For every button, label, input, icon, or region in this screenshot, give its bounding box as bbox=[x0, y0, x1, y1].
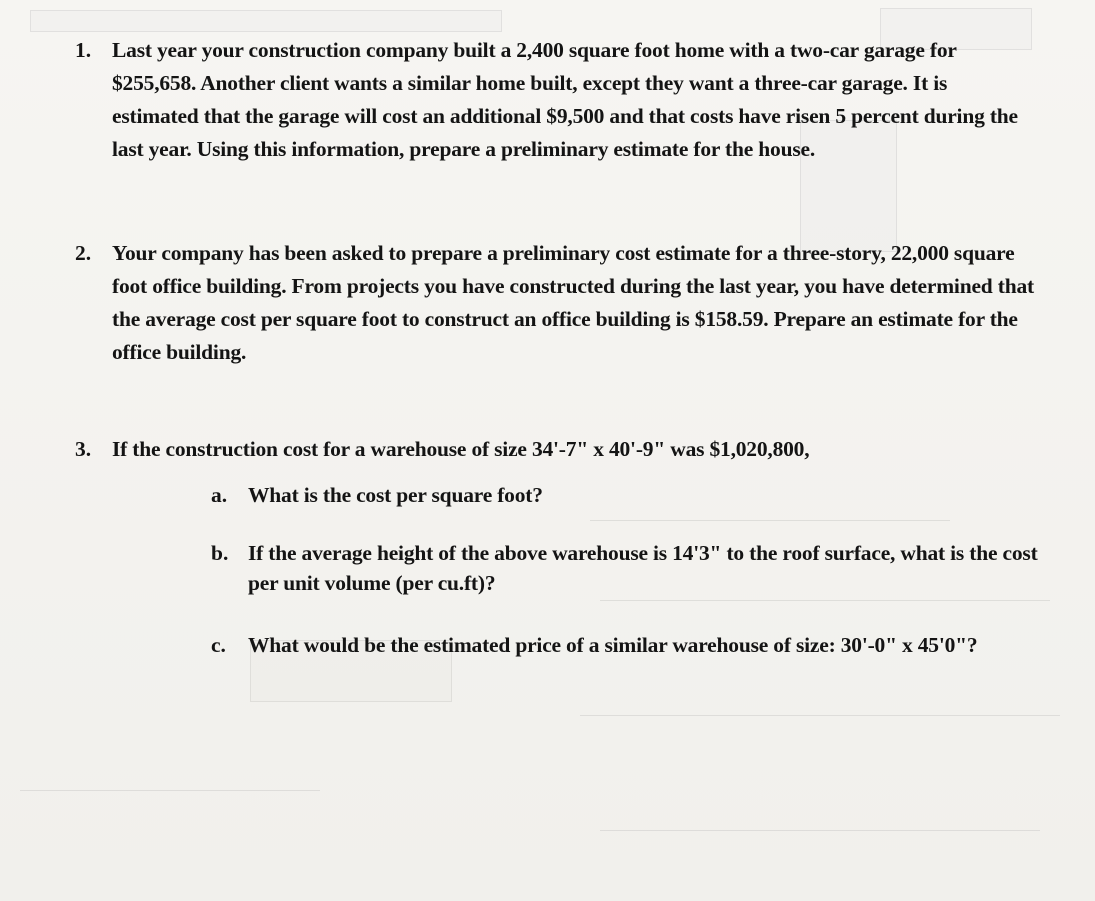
subquestion-a bbox=[211, 480, 1038, 510]
bleed-through-decoration bbox=[30, 10, 502, 32]
problem-text: Your company has been asked to prepare a preliminary cost estimate for a three-story, 22,000 square foot office building. From projects you have constructed during the last year, you have determined that the average cost per square foot to construct an office building is $158.59. Prepare an estimate for the office building. bbox=[112, 241, 1034, 364]
bleed-through-line bbox=[600, 830, 1040, 831]
bleed-through-line bbox=[600, 600, 1050, 601]
bleed-through-line bbox=[20, 790, 320, 791]
problem-3 bbox=[75, 433, 1037, 466]
problem-text: Last year your construction company built a 2,400 square foot home with a two-car garage for $255,658. Another client wants a similar home built, except they want a three-car garage. It is estimated that the garage will cost an additional $9,500 and that costs have risen 5 percent during the last year. Using this information, prepare a preliminary estimate for the house. bbox=[112, 38, 1018, 161]
problem-number: 3. bbox=[75, 437, 92, 461]
subquestion-c bbox=[211, 630, 1038, 660]
problem-1 bbox=[75, 34, 1037, 166]
subquestion-letter: c. bbox=[211, 633, 226, 657]
subquestion-text: If the average height of the above warehouse is 14'3" to the roof surface, what is the cost per unit volume (per cu.ft)? bbox=[248, 541, 1038, 595]
bleed-through-line bbox=[580, 715, 1060, 716]
problem-2 bbox=[75, 237, 1037, 369]
subquestion-letter: a. bbox=[211, 483, 228, 507]
problem-number: 2. bbox=[75, 241, 92, 265]
problem-number: 1. bbox=[75, 38, 92, 62]
bleed-through-line bbox=[590, 520, 950, 521]
subquestion-letter: b. bbox=[211, 541, 229, 565]
subquestion-text: What is the cost per square foot? bbox=[248, 483, 543, 507]
subquestion-text: What would be the estimated price of a similar warehouse of size: 30'-0" x 45'0"? bbox=[248, 633, 978, 657]
problem-text: If the construction cost for a warehouse of size 34'-7" x 40'-9" was $1,020,800, bbox=[112, 437, 810, 461]
subquestion-b bbox=[211, 538, 1038, 598]
